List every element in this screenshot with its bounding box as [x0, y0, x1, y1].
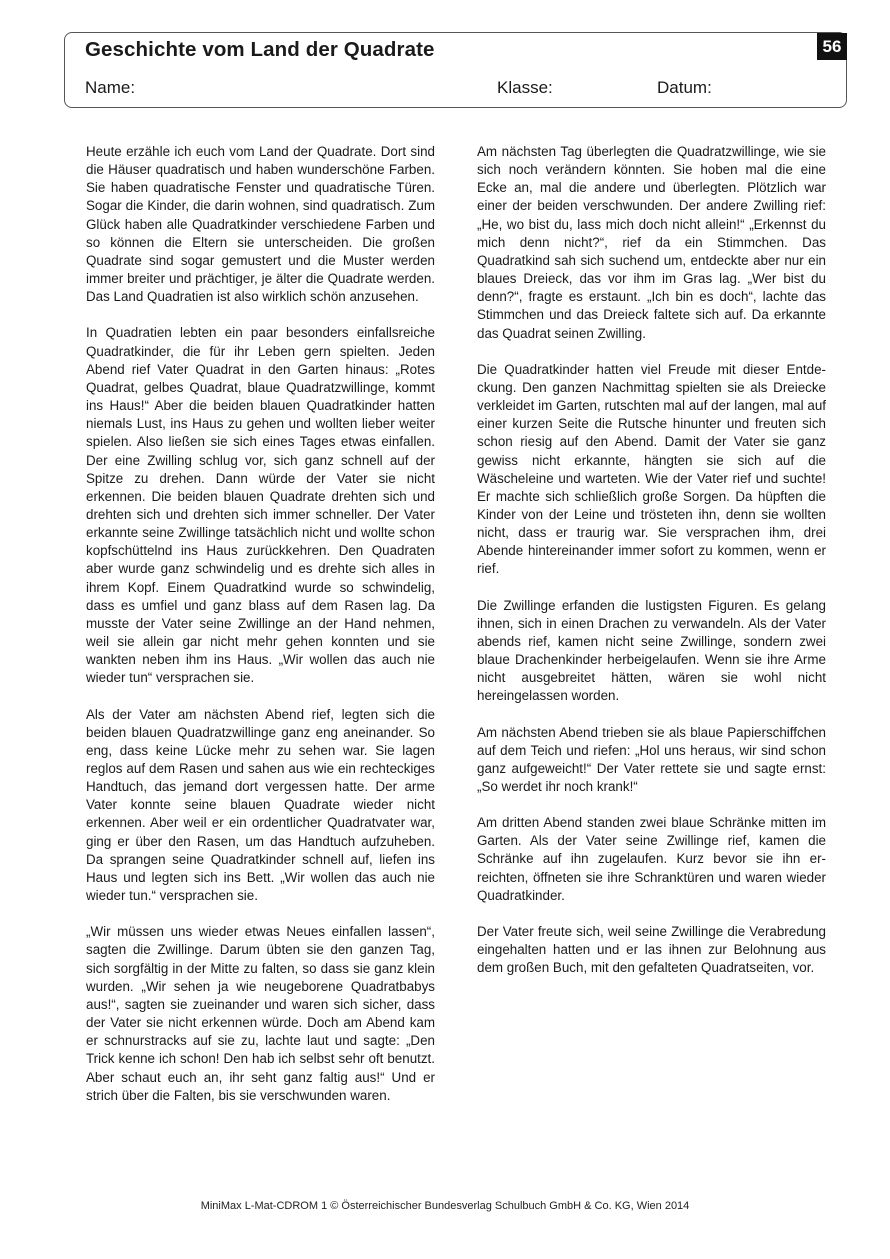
story-paragraph: Heute erzähle ich euch vom Land der Quadrate. Dort sind die Häuser quadratisch und haben wunderschöne Farben. Sie haben quadratische Fenster und quadratische Türen. Sogar die Kinder, die darin wohnen, sind quadratisch. Zum Glück haben alle Quadratkinder verschiedene Farben und so können die Eltern sie unterscheiden. Die großen Quadrate sind sogar gemustert und die Muster werden immer breiter und prächtiger, je älter die Quadrate werden. Das Land Quadratien ist also wirklich schön anzusehen.: [86, 144, 435, 305]
class-label: Klasse:: [497, 78, 553, 97]
story-paragraph: Die Zwillinge erfanden die lustigsten Figuren. Es gelang ihnen, sich in einen Drachen zu verwandeln. Als der Vater abends rief, kamen nicht seine Zwillinge, sondern zwei blaue Drachenkinder herbeigelaufen. Wenn sie ihre Arme nicht ausgebreitet hätten, wären sie wohl nicht hereingelassen worden.: [477, 597, 826, 704]
story-paragraph: Als der Vater am nächsten Abend rief, legten sich die beiden blauen Quadratzwillinge ganz eng aneinander. So eng, dass keine Lücke mehr zu sehen war. Sie lagen reglos auf dem Rasen und sahen aus wie ein rechteckiges Handtuch, das jemand dort vergessen hatte. Der arme Vater konnte seine blauen Quadrate wieder nicht erkennen. Aber weil er ein ordentlicher Quadratvater war, ging er über den Rasen, um das Handtuch aufzuheben. Da sprangen seine Quadratkinder schnell auf, liefen ins Haus und legten sich ins Bett. „Wir wollen das auch nie wieder tun.“ versprachen sie.: [86, 706, 435, 904]
story-paragraph: Die Quadratkinder hatten viel Freude mit dieser Entdeckung. Den ganzen Nachmittag spielten sie als Dreiecke verkleidet im Garten, rutschten mal auf der langen, mal auf einer kurzen Seite die Rutsche hinunter und freuten sich schon riesig auf den Abend. Damit der Vater sie ganz gewiss nicht erkannte, hängten sie sich auf die Wäscheleine und warteten. Wie der Vater rief und suchte! Er machte sich schließlich große Sorgen. Da hüpften die Kinder von der Leine und trösteten ihn, denn sie wollten nicht, dass er traurig war. Sie versprachen ihm, drei Abende hintereinander immer sofort zu kommen, wenn er rief.: [477, 361, 826, 577]
story-paragraph: Am dritten Abend standen zwei blaue Schränke mitten im Garten. Als der Vater seine Zwillinge rief, kamen die Schränke auf ihn zugelaufen. Kurz bevor sie ihn erreichten, öffneten sie ihre Schranktüren und waren wieder Quadratkinder.: [477, 815, 826, 903]
story-paragraph: Am nächsten Tag überlegten die Quadratzwillinge, wie sie sich noch verändern könnten. Sie hoben mal die eine Ecke an, mal die andere und überlegten. Plötzlich war einer der beiden verschwunden. Der andere Zwilling rief: „He, wo bist du, lass mich doch nicht allein!“ „Erkennst du mich denn nicht?“, rief da ein Stimmchen. Das Quadratkind sah sich suchend um, entdeckte aber nur ein blaues Dreieck, das vor ihm im Gras lag. „Wer bist du denn?“, fragte es erstaunt. „Ich bin es doch“, lachte das Stimmchen und das Dreieck faltete sich auf. Da erkannte das Quadrat seinen Zwilling.: [477, 144, 826, 341]
name-label: Name:: [85, 78, 136, 97]
page-title: Geschichte vom Land der Quadrate: [85, 38, 435, 61]
date-label: Datum:: [657, 78, 712, 97]
story-right-column: [477, 143, 826, 995]
copyright-footer: MiniMax L-Mat-CDROM 1 © Österreichischer Bundesverlag Schulbuch GmbH & Co. KG, Wien 2014: [200, 1200, 690, 1212]
story-paragraph: In Quadratien lebten ein paar besonders einfallsreiche Quadratkinder, die für ihr Leben gern spielten. Jeden Abend rief Vater Quadrat in den Garten hinaus: „Rotes Quadrat, gelbes Quadrat, blaue Quadratzwillinge, kommt ins Haus!“ Aber die beiden blauen Quadratkinder hatten niemals Lust, ins Haus zu gehen und wollten lieber weiter spielen. Also ließen sie sich eines Tages etwas einfallen. Der eine Zwilling schlug vor, sich ganz schnell auf der Spitze zu drehen. Dann würde der Vater sie nicht erkennen. Die beiden blauen Quadrate drehten sich und drehten sich und drehten sich immer schneller. Der Vater erkannte seine Zwillinge tatsächlich nicht und wollte schon kopfschüttelnd ins Haus zurückkehren. Den Quadraten aber wurde ganz schwindelig und es drehte sich alles in ihrem Kopf. Einem Quadratkind wurde so schwindelig, dass es umfiel und ganz blass auf dem Rasen lag. Da musste der Vater seine Zwillinge an der Hand nehmen, weil sie allein gar nicht mehr gehen konnten und sie wankten neben ihm ins Haus. „Wir wollen das auch nie wieder tun“ versprachen sie.: [86, 325, 435, 686]
story-left-column: [86, 143, 435, 1123]
story-paragraph: „Wir müssen uns wieder etwas Neues einfallen lassen“, sagten die Zwillinge. Darum übten sie den ganzen Tag, sich sorgfältig in der Mitte zu falten, so dass sie ganz klein wurden. „Wir sehen ja wie neugeborene Quadratbabys aus!“, sagten sie zueinander und waren sich sicher, dass der Vater sie nicht erkennen würde. Doch am Abend kam er schnurstracks auf sie zu, lachte laut und sagte: „Den Trick kenne ich schon! Den hab ich selbst sehr oft benutzt. Aber schaut euch an, ihr seht ganz faltig aus!“ Und er strich über die Falten, bis sie verschwunden waren.: [86, 924, 435, 1103]
story-paragraph: Der Vater freute sich, weil seine Zwillinge die Verabredung eingehalten hatten und er las ihnen zur Belohnung aus dem großen Buch, mit den gefalteten Quadratseiten, vor.: [477, 923, 826, 976]
page-number-badge: 56: [817, 33, 847, 60]
story-paragraph: Am nächsten Abend trieben sie als blaue Papierschiffchen auf dem Teich und riefen: „Hol uns heraus, wir sind schon ganz aufgeweicht!“ Der Vater rettete sie und sagte ernst: „So werdet ihr noch krank!“: [477, 724, 826, 794]
